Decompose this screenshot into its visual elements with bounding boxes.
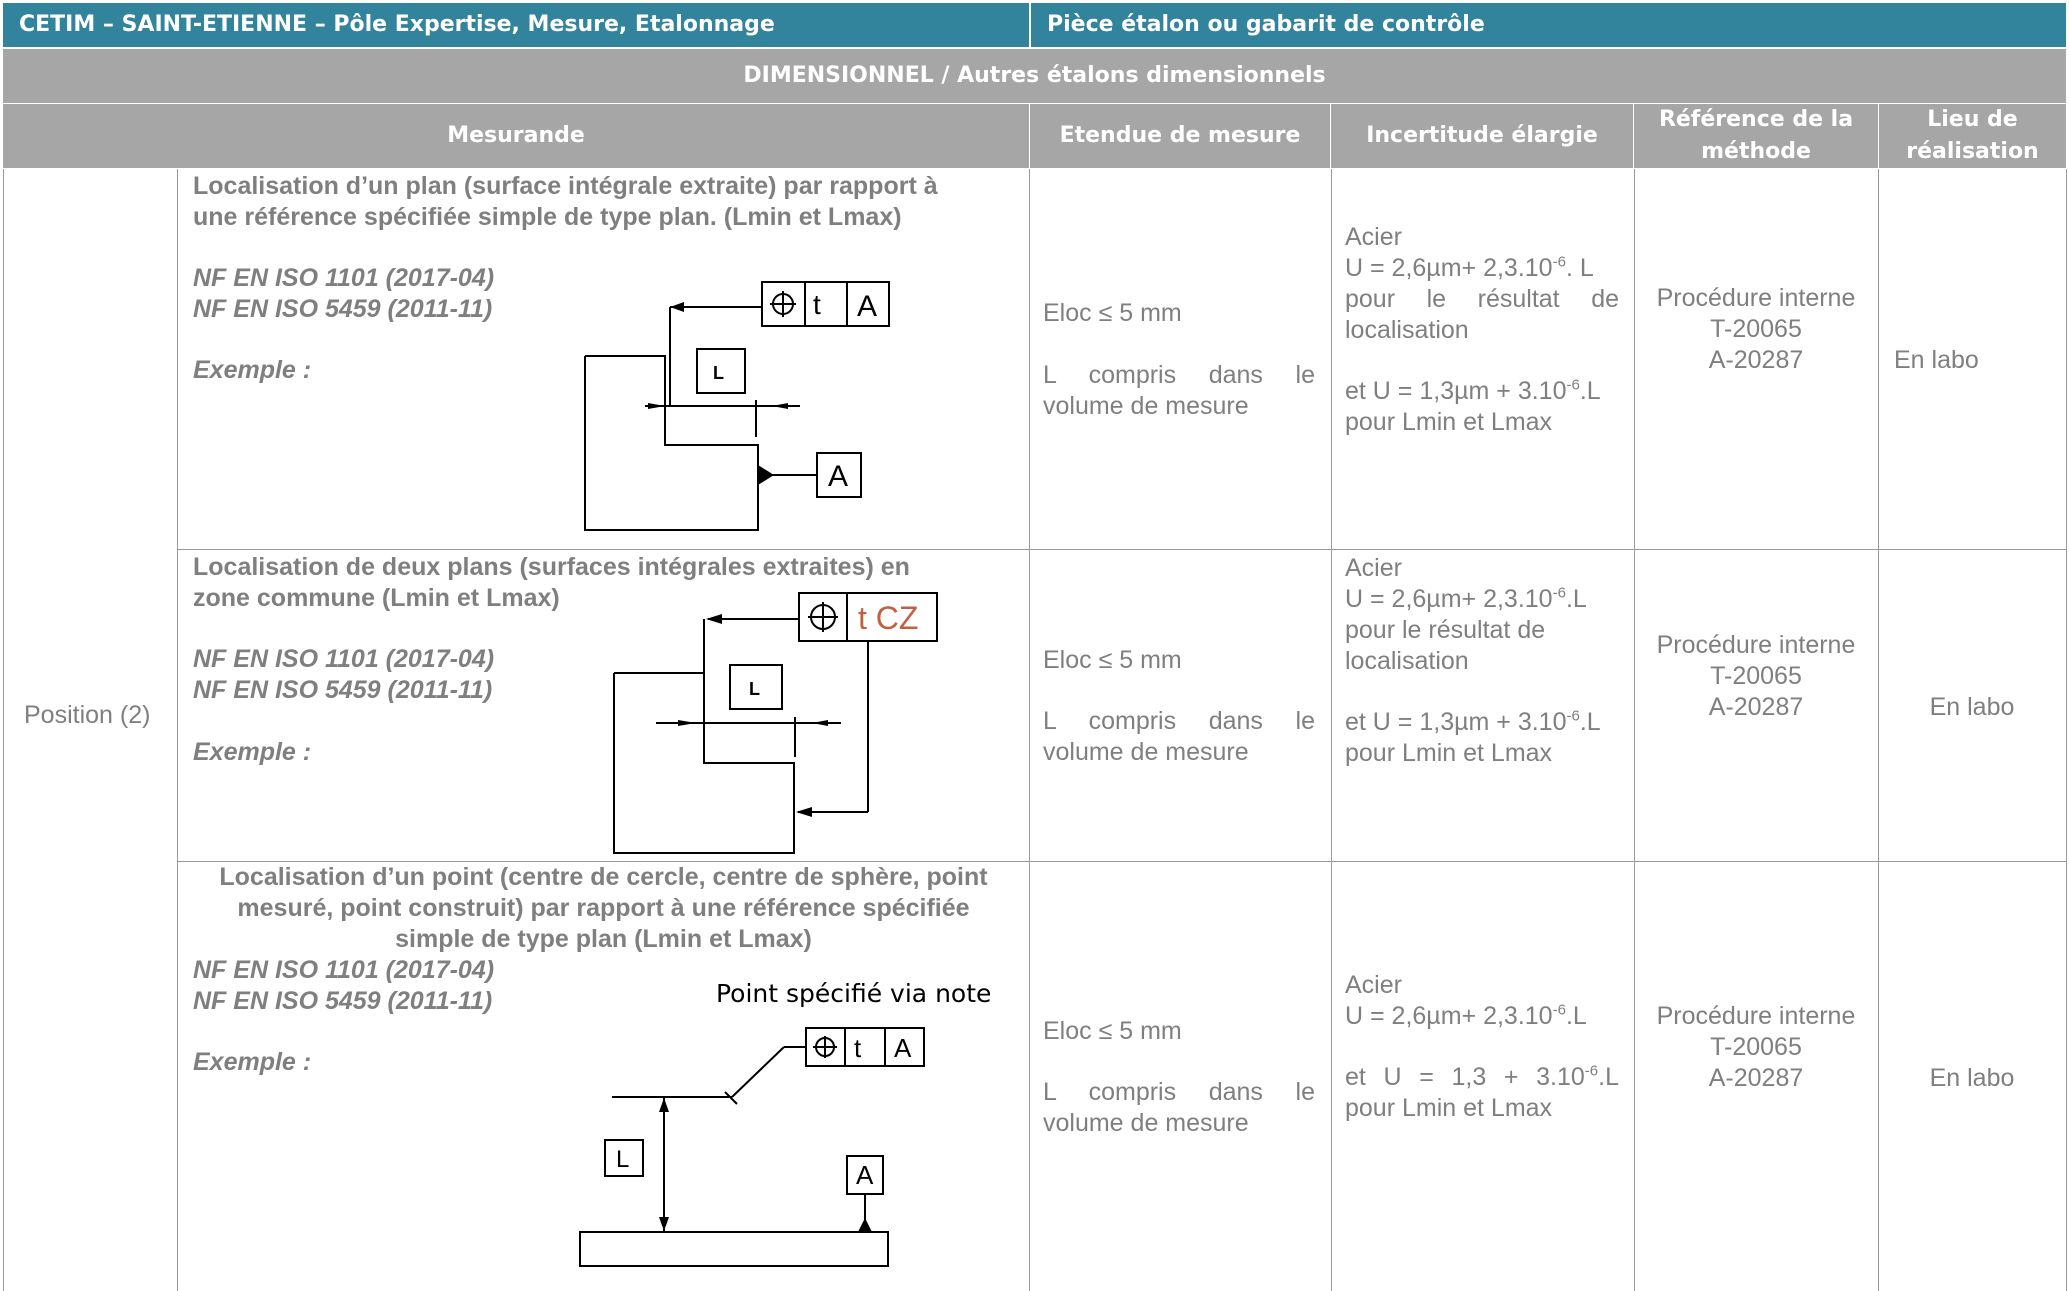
- row2-inc-formula1: $U = 2,6\mu m+ 2,3.10^{-6}.L$: [1345, 584, 1587, 613]
- row3-fig-datum: A: [856, 1160, 874, 1190]
- header-right-text: Pièce étalon ou gabarit de contrôle: [1047, 12, 1485, 37]
- row1-ref-l1: Procédure interne: [1656, 284, 1856, 312]
- col-header-reference: [1634, 104, 1878, 168]
- row1-title-l2: une référence spécifiée simple de type plan. (Lmin et Lmax): [193, 203, 902, 231]
- row2-lieu: En labo: [1929, 693, 2015, 721]
- col-header-mesurande-text: Mesurande: [447, 123, 585, 148]
- subheader-text: DIMENSIONNEL / Autres étalons dimensionnels: [743, 63, 1326, 88]
- grid-line: [177, 549, 2066, 550]
- row3-gdt-figure: [570, 1020, 930, 1270]
- row1-norm2: NF EN ISO 5459 (2011-11): [193, 295, 493, 323]
- row1-fig-sym2: A: [857, 290, 878, 323]
- position-label: Position (2): [24, 701, 151, 729]
- col-header-reference-l2: méthode: [1701, 139, 1811, 164]
- col-header-incertitude-text: Incertitude élargie: [1366, 123, 1598, 148]
- row1-lieu: En labo: [1894, 346, 1979, 374]
- col-header-etendue: [1030, 104, 1330, 168]
- row3-fig-sym1: t: [854, 1033, 862, 1063]
- row3-ref-l1: Procédure interne: [1656, 1002, 1856, 1030]
- row3-example: Exemple :: [193, 1048, 312, 1076]
- row2-inc-line4: localisation: [1345, 647, 1469, 675]
- row3-fig-sym2: A: [894, 1033, 912, 1063]
- col-header-incertitude: [1331, 104, 1633, 168]
- grid-line: [1878, 169, 1879, 1291]
- row2-title-l1: Localisation de deux plans (surfaces intégrales extraites) en: [193, 553, 910, 581]
- row3-ref-l2: T-20065: [1710, 1033, 1802, 1061]
- row2-gdt-figure: [600, 585, 950, 860]
- col-header-lieu-l1: Lieu de: [1927, 107, 2018, 132]
- col-header-lieu-l2: réalisation: [1906, 139, 2039, 164]
- row3-title-l2: mesuré, point construit) par rapport à une référence spécifiée: [237, 894, 970, 922]
- row1-fig-len: L: [713, 363, 724, 383]
- row3-norm1: NF EN ISO 1101 (2017-04): [193, 956, 495, 984]
- row1-inc-line3: pour le résultat de: [1345, 285, 1619, 313]
- row3-fig-len: L: [616, 1146, 630, 1173]
- row1-fig-datum: A: [828, 460, 849, 493]
- row1-etendue-eloc: Eloc ≤ 5 mm: [1043, 299, 1182, 327]
- header-left: [3, 3, 1029, 47]
- header-right: [1031, 3, 2066, 47]
- row3-inc-line6: pour Lmin et Lmax: [1345, 1094, 1553, 1122]
- row3-ref-l3: A-20287: [1708, 1064, 1804, 1092]
- row1-ref-l3: A-20287: [1708, 346, 1804, 374]
- row2-etendue-eloc: Eloc ≤ 5 mm: [1043, 646, 1182, 674]
- row1-gdt-figure: [570, 275, 900, 535]
- row1-norm1: NF EN ISO 1101 (2017-04): [193, 264, 495, 292]
- row3-norm2: NF EN ISO 5459 (2011-11): [193, 987, 493, 1015]
- row2-ref-l2: T-20065: [1710, 662, 1802, 690]
- row2-inc-material: Acier: [1345, 554, 1402, 582]
- row1-inc-line4: localisation: [1345, 316, 1469, 344]
- row2-title-l2: zone commune (Lmin et Lmax): [193, 584, 560, 612]
- row2-fig-sym1: t CZ: [858, 600, 919, 636]
- row2-norm2: NF EN ISO 5459 (2011-11): [193, 676, 493, 704]
- row1-inc-formula1: $U = 2,6\mu m+ 2,3.10^{-6}$. L: [1345, 253, 1594, 282]
- row2-inc-line3: pour le résultat de: [1345, 616, 1546, 644]
- grid-line: [2066, 169, 2067, 1291]
- row2-ref-l3: A-20287: [1708, 693, 1804, 721]
- grid-line: [177, 169, 178, 1291]
- row2-example: Exemple :: [193, 738, 312, 766]
- grid-line: [1029, 169, 1030, 1291]
- row1-title-l1: Localisation d’un plan (surface intégrale extraite) par rapport à: [193, 172, 938, 200]
- row2-inc-line6: pour Lmin et Lmax: [1345, 739, 1553, 767]
- row3-etendue-eloc: Eloc ≤ 5 mm: [1043, 1017, 1182, 1045]
- grid-line: [3, 169, 4, 1291]
- col-header-lieu: [1879, 104, 2066, 168]
- row1-example: Exemple :: [193, 356, 312, 384]
- row3-title-l1: Localisation d’un point (centre de cercle, centre de sphère, point: [219, 863, 988, 891]
- header-left-text: CETIM – SAINT-ETIENNE – Pôle Expertise, Mesure, Etalonnage: [19, 12, 775, 37]
- row1-inc-line6: pour Lmin et Lmax: [1345, 408, 1553, 436]
- row3-inc-material: Acier: [1345, 971, 1402, 999]
- col-header-mesurande: [3, 104, 1029, 168]
- col-header-reference-l1: Référence de la: [1658, 107, 1854, 132]
- grid-line: [1331, 169, 1332, 1291]
- row1-inc-material: Acier: [1345, 223, 1402, 251]
- row2-inc-formula2: et $U = 1,3\mu m + 3.10^{-6}.L$: [1345, 707, 1601, 736]
- row3-etendue-line2: volume de mesure: [1043, 1109, 1249, 1137]
- row1-etendue-line2: volume de mesure: [1043, 392, 1249, 420]
- row3-inc-formula2: et $U = 1,3 + 3.10^{-6}.L$: [1345, 1062, 1619, 1091]
- row1-etendue-line1: L compris dans le: [1043, 361, 1315, 389]
- row1-inc-formula2: et $U = 1,3\mu m + 3.10^{-6}.L$: [1345, 376, 1601, 405]
- row3-inc-formula1: $U = 2,6\mu m+ 2,3.10^{-6}.L$: [1345, 1001, 1587, 1030]
- row2-etendue-line2: volume de mesure: [1043, 738, 1249, 766]
- row3-figure-note: Point spécifié via note: [716, 979, 992, 1008]
- section-subheader: [3, 49, 2066, 103]
- row3-lieu: En labo: [1929, 1064, 2015, 1092]
- row3-etendue-line1: L compris dans le: [1043, 1078, 1315, 1106]
- col-header-etendue-text: Etendue de mesure: [1059, 123, 1301, 148]
- row2-fig-len: L: [749, 679, 760, 699]
- row3-title-l3: simple de type plan (Lmin et Lmax): [395, 925, 812, 953]
- row2-norm1: NF EN ISO 1101 (2017-04): [193, 645, 495, 673]
- row1-fig-sym1: t: [813, 289, 821, 320]
- row1-ref-l2: T-20065: [1710, 315, 1802, 343]
- row2-ref-l1: Procédure interne: [1656, 631, 1856, 659]
- row2-etendue-line1: L compris dans le: [1043, 707, 1315, 735]
